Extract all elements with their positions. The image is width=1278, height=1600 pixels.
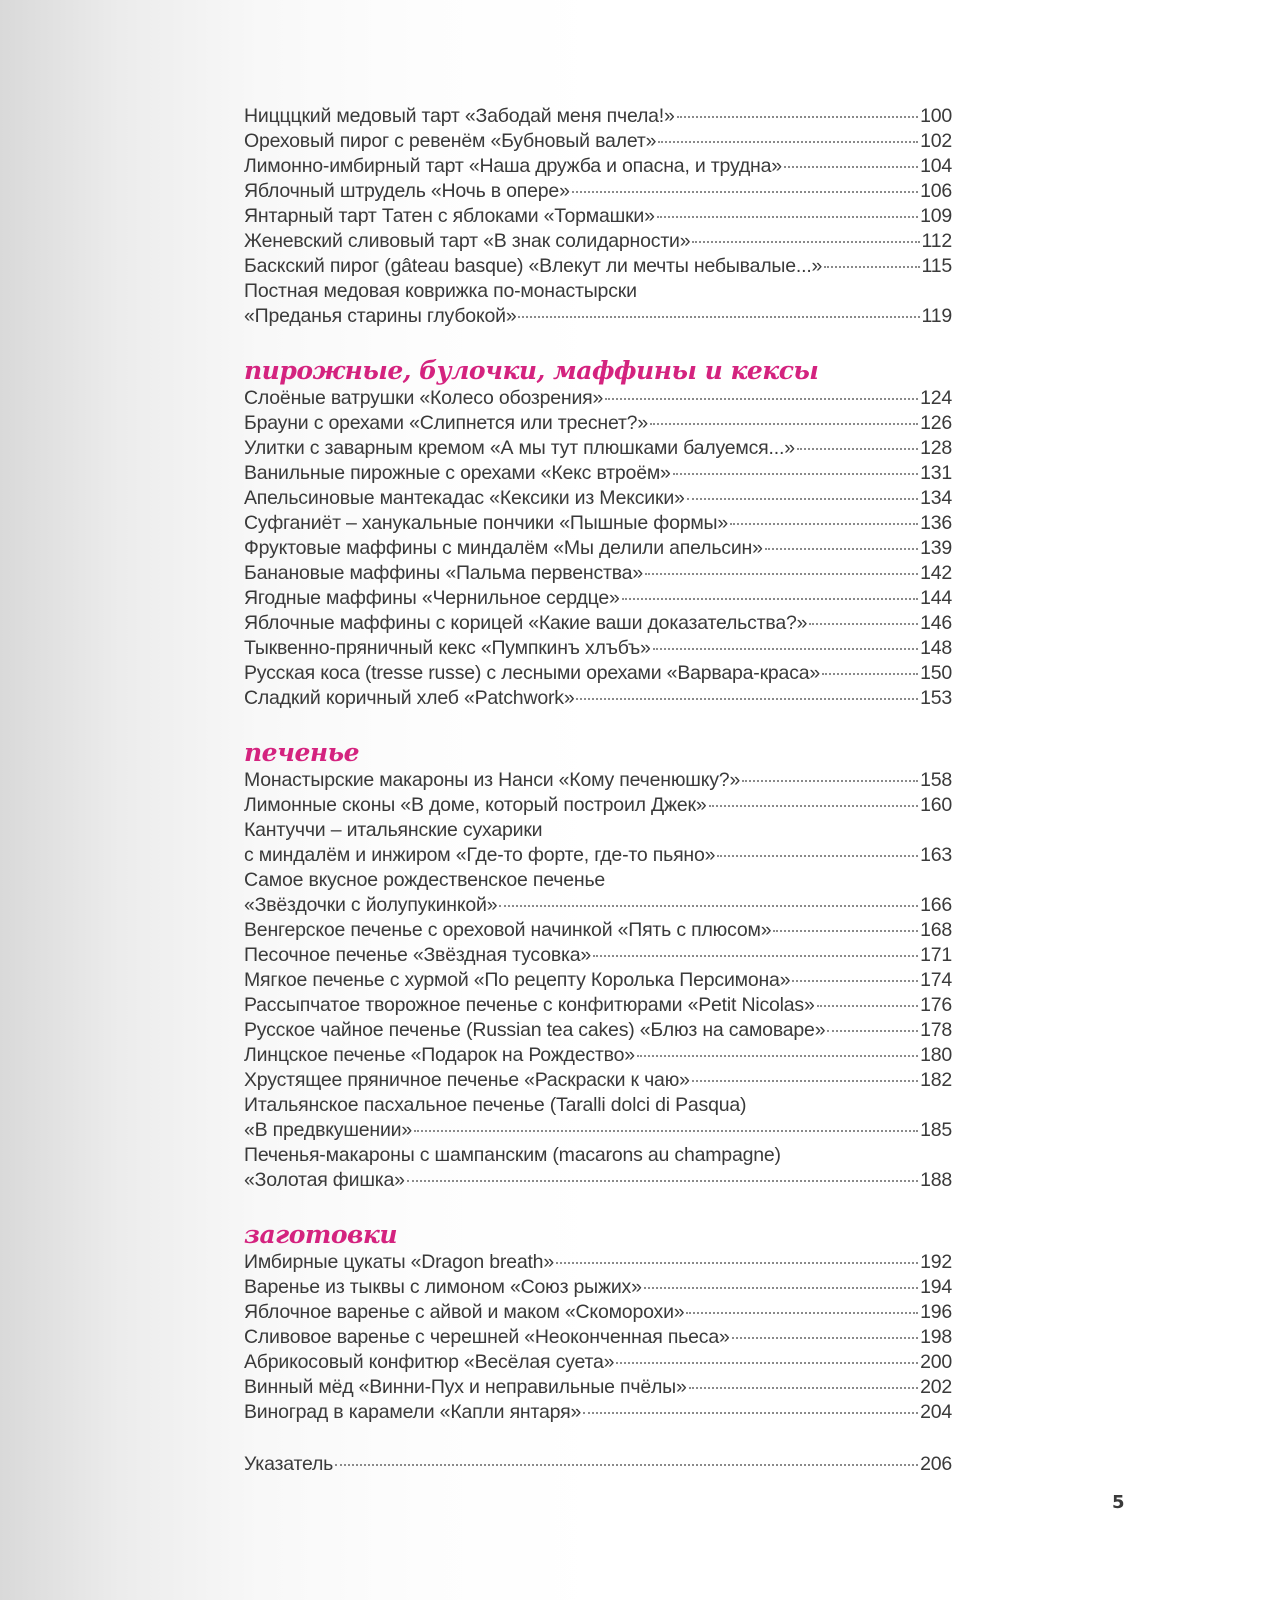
entry-line — [244, 686, 952, 711]
toc-entry — [244, 104, 952, 129]
entry-page-number: 202 — [920, 1376, 952, 1398]
dot-leader — [657, 216, 918, 218]
entry-page-number: 200 — [920, 1351, 952, 1373]
entry-page-number: 180 — [920, 1044, 952, 1066]
toc-entry — [244, 1300, 952, 1325]
entry-title: Линцское печенье «Подарок на Рождество» — [244, 1044, 635, 1066]
toc-entry — [244, 511, 952, 536]
entry-line — [244, 436, 952, 461]
toc-entry — [244, 561, 952, 586]
entry-title: Фруктовые маффины с миндалём «Мы делили апельсин» — [244, 537, 763, 559]
section-heading: печенье — [244, 738, 359, 767]
dot-leader — [583, 1412, 918, 1414]
entry-title: Янтарный тарт Татен с яблоками «Тормашки» — [244, 205, 655, 227]
entry-title: Хрустящее пряничное печенье «Раскраски к чаю» — [244, 1069, 690, 1091]
dot-leader — [692, 1080, 918, 1082]
entry-title: Женевский сливовый тарт «В знак солидарности» — [244, 230, 691, 252]
toc-entry — [244, 1325, 952, 1350]
entry-line — [244, 1325, 952, 1350]
entry-title: Лимонно-имбирный тарт «Наша дружба и опасна, и трудна» — [244, 155, 782, 177]
entry-title: Слоёные ватрушки «Колесо обозрения» — [244, 387, 604, 409]
dot-leader — [407, 1180, 918, 1182]
entry-page-number: 178 — [920, 1019, 952, 1041]
entry-line — [244, 636, 952, 661]
entry-page-number: 131 — [920, 462, 952, 484]
toc-entry — [244, 1350, 952, 1375]
entry-page-number: 144 — [920, 587, 952, 609]
dot-leader — [689, 1387, 918, 1389]
entry-page-number: 160 — [920, 794, 952, 816]
dot-leader — [616, 1362, 918, 1364]
dot-leader — [824, 266, 919, 268]
entry-line — [244, 254, 952, 279]
entry-line-continued — [244, 868, 952, 893]
entry-title: с миндалём и инжиром «Где-то форте, где-то пьяно» — [244, 844, 716, 866]
entry-title: Самое вкусное рождественское печенье — [244, 869, 606, 891]
entry-line — [244, 768, 952, 793]
toc-section — [244, 1452, 952, 1477]
toc-entry — [244, 436, 952, 461]
entry-title: Русское чайное печенье (Russian tea cakes) «Блюз на самоваре» — [244, 1019, 826, 1041]
toc-entry — [244, 611, 952, 636]
dot-leader — [658, 141, 918, 143]
toc-entry — [244, 1400, 952, 1425]
toc-entry — [244, 1093, 952, 1143]
entry-title: Ягодные маффины «Чернильное сердце» — [244, 587, 620, 609]
entry-page-number: 196 — [920, 1301, 952, 1323]
dot-leader — [645, 573, 918, 575]
dot-leader — [797, 448, 918, 450]
entry-title: Улитки с заварным кремом «А мы тут плюшками балуемся...» — [244, 437, 795, 459]
dot-leader — [709, 805, 919, 807]
toc-entry — [244, 279, 952, 329]
dot-leader — [605, 398, 918, 400]
dot-leader — [717, 855, 918, 857]
dot-leader — [773, 930, 918, 932]
toc-entry — [244, 154, 952, 179]
entry-line — [244, 843, 952, 868]
toc-entry — [244, 1068, 952, 1093]
entry-title: Банановые маффины «Пальма первенства» — [244, 562, 643, 584]
entry-line — [244, 229, 952, 254]
dot-leader — [687, 498, 918, 500]
entry-line — [244, 611, 952, 636]
dot-leader — [742, 780, 918, 782]
toc-entry — [244, 968, 952, 993]
entry-page-number: 192 — [920, 1251, 952, 1273]
entry-page-number: 126 — [920, 412, 952, 434]
entry-line — [244, 1118, 952, 1143]
toc-entry — [244, 386, 952, 411]
entry-title: Венгерское печенье с ореховой начинкой «Пять с плюсом» — [244, 919, 772, 941]
toc-entry — [244, 636, 952, 661]
entry-title: «В предвкушении» — [244, 1119, 413, 1141]
entry-title: Постная медовая коврижка по-монастырски — [244, 280, 637, 302]
dot-leader — [653, 648, 918, 650]
entry-title: Песочное печенье «Звёздная тусовка» — [244, 944, 592, 966]
entry-title: Ванильные пирожные с орехами «Кекс втроём» — [244, 462, 671, 484]
toc-entry — [244, 1143, 952, 1193]
entry-line — [244, 1350, 952, 1375]
toc-entry — [244, 993, 952, 1018]
toc-entry — [244, 461, 952, 486]
entry-line — [244, 1275, 952, 1300]
toc-entry — [244, 918, 952, 943]
entry-page-number: 136 — [920, 512, 952, 534]
entry-title: Брауни с орехами «Слипнется или треснет?» — [244, 412, 648, 434]
entry-line — [244, 586, 952, 611]
entry-page-number: 148 — [920, 637, 952, 659]
entry-title: Сливовое варенье с черешней «Неоконченная пьеса» — [244, 1326, 730, 1348]
dot-leader — [518, 316, 919, 318]
entry-line — [244, 1300, 952, 1325]
entry-line — [244, 486, 952, 511]
entry-title: Итальянское пасхальное печенье (Taralli dolci di Pasqua) — [244, 1094, 747, 1116]
entry-line — [244, 661, 952, 686]
toc-entry — [244, 1275, 952, 1300]
entry-page-number: 115 — [921, 255, 952, 277]
entry-title: Абрикосовый конфитюр «Весёлая суета» — [244, 1351, 615, 1373]
toc-section — [244, 356, 952, 711]
toc-entry — [244, 1452, 952, 1477]
entry-page-number: 124 — [920, 387, 952, 409]
dot-leader — [822, 673, 918, 675]
entry-title: Указатель — [244, 1453, 334, 1475]
toc-entry — [244, 586, 952, 611]
toc-entry — [244, 868, 952, 918]
dot-leader — [784, 166, 918, 168]
entry-page-number: 198 — [920, 1326, 952, 1348]
entry-line — [244, 511, 952, 536]
entry-line-continued — [244, 1093, 952, 1118]
dot-leader — [593, 955, 918, 957]
entry-title: Тыквенно-пряничный кекс «Пумпкинъ хлъбъ» — [244, 637, 651, 659]
toc-entry — [244, 1018, 952, 1043]
entry-page-number: 174 — [920, 969, 952, 991]
entry-line — [244, 304, 952, 329]
section-heading: заготовки — [244, 1220, 398, 1249]
entry-page-number: 134 — [920, 487, 952, 509]
entry-title: Лимонные сконы «В доме, который построил Джек» — [244, 794, 707, 816]
entry-page-number: 168 — [920, 919, 952, 941]
entry-page-number: 206 — [920, 1453, 952, 1475]
entry-title: «Преданья старины глубокой» — [244, 305, 517, 327]
entry-page-number: 139 — [920, 537, 952, 559]
entry-line — [244, 1452, 952, 1477]
entry-title: «Золотая фишка» — [244, 1169, 405, 1191]
entry-title: Яблочное варенье с айвой и маком «Скоморохи» — [244, 1301, 685, 1323]
entry-line — [244, 968, 952, 993]
entry-line-continued — [244, 279, 952, 304]
entry-page-number: 153 — [920, 687, 952, 709]
dot-leader — [673, 473, 918, 475]
entry-line — [244, 204, 952, 229]
entry-title: «Звёздочки с йолупукинкой» — [244, 894, 498, 916]
entry-title: Имбирные цукаты «Dragon breath» — [244, 1251, 554, 1273]
entry-title: Ницццкий медовый тарт «Забодай меня пчела!» — [244, 105, 675, 127]
entry-title: Ореховый пирог с ревенём «Бубновый валет» — [244, 130, 657, 152]
dot-leader — [817, 1005, 918, 1007]
dot-leader — [730, 523, 918, 525]
entry-title: Варенье из тыквы с лимоном «Союз рыжих» — [244, 1276, 642, 1298]
entry-title: Рассыпчатое творожное печенье с конфитюрами «Petit Nicolas» — [244, 994, 815, 1016]
entry-line-continued — [244, 818, 952, 843]
entry-page-number: 109 — [920, 205, 952, 227]
dot-leader — [644, 1287, 918, 1289]
dot-leader — [637, 1055, 918, 1057]
entry-line — [244, 104, 952, 129]
dot-leader — [414, 1130, 918, 1132]
toc-entry — [244, 204, 952, 229]
entry-page-number: 104 — [920, 155, 952, 177]
dot-leader — [732, 1337, 918, 1339]
entry-line — [244, 1250, 952, 1275]
entry-line — [244, 461, 952, 486]
toc-entry — [244, 818, 952, 868]
entry-line — [244, 943, 952, 968]
entry-title: Яблочный штрудель «Ночь в опере» — [244, 180, 570, 202]
entry-title: Яблочные маффины с корицей «Какие ваши доказательства?» — [244, 612, 808, 634]
toc-entry — [244, 179, 952, 204]
toc-entry — [244, 686, 952, 711]
entry-page-number: 100 — [920, 105, 952, 127]
dot-leader — [677, 116, 918, 118]
page-number: 5 — [1112, 1492, 1125, 1513]
dot-leader — [692, 241, 919, 243]
entry-line — [244, 1043, 952, 1068]
entry-line — [244, 411, 952, 436]
dot-leader — [576, 698, 918, 700]
entry-line — [244, 129, 952, 154]
entry-page-number: 106 — [920, 180, 952, 202]
table-of-contents — [244, 104, 952, 1477]
entry-page-number: 146 — [920, 612, 952, 634]
toc-section — [244, 738, 952, 1193]
entry-line-continued — [244, 1143, 952, 1168]
dot-leader — [650, 423, 918, 425]
entry-page-number: 182 — [920, 1069, 952, 1091]
toc-entry — [244, 793, 952, 818]
entry-title: Кантуччи – итальянские сухарики — [244, 819, 543, 841]
toc-entry — [244, 254, 952, 279]
toc-section — [244, 104, 952, 329]
entry-title: Виноград в карамели «Капли янтаря» — [244, 1401, 582, 1423]
entry-page-number: 158 — [920, 769, 952, 791]
entry-title: Суфганиёт – ханукальные пончики «Пышные формы» — [244, 512, 729, 534]
entry-line — [244, 1018, 952, 1043]
dot-leader — [809, 623, 918, 625]
entry-line — [244, 1168, 952, 1193]
entry-page-number: 102 — [920, 130, 952, 152]
entry-title: Мягкое печенье с хурмой «По рецепту Королька Персимона» — [244, 969, 791, 991]
toc-entry — [244, 768, 952, 793]
entry-page-number: 166 — [920, 894, 952, 916]
entry-page-number: 163 — [920, 844, 952, 866]
entry-line — [244, 893, 952, 918]
entry-page-number: 185 — [920, 1119, 952, 1141]
toc-section — [244, 1220, 952, 1425]
toc-entry — [244, 1043, 952, 1068]
dot-leader — [622, 598, 918, 600]
entry-page-number: 194 — [920, 1276, 952, 1298]
entry-page-number: 128 — [920, 437, 952, 459]
entry-line — [244, 179, 952, 204]
toc-entry — [244, 661, 952, 686]
entry-line — [244, 918, 952, 943]
toc-entry — [244, 411, 952, 436]
toc-entry — [244, 1250, 952, 1275]
entry-line — [244, 1068, 952, 1093]
dot-leader — [686, 1312, 918, 1314]
entry-page-number: 188 — [920, 1169, 952, 1191]
dot-leader — [827, 1030, 918, 1032]
dot-leader — [572, 191, 918, 193]
toc-entry — [244, 536, 952, 561]
section-heading: пирожные, булочки, маффины и кексы — [244, 356, 819, 385]
dot-leader — [792, 980, 918, 982]
toc-entry — [244, 943, 952, 968]
entry-page-number: 142 — [920, 562, 952, 584]
entry-line — [244, 536, 952, 561]
entry-line — [244, 793, 952, 818]
entry-title: Баскский пирог (gâteau basque) «Влекут ли мечты небывалые...» — [244, 255, 823, 277]
toc-entry — [244, 486, 952, 511]
entry-title: Монастырские макароны из Нанси «Кому печенюшку?» — [244, 769, 741, 791]
entry-title: Винный мёд «Винни-Пух и неправильные пчёлы» — [244, 1376, 687, 1398]
toc-entry — [244, 1375, 952, 1400]
entry-line — [244, 386, 952, 411]
entry-line — [244, 154, 952, 179]
toc-entry — [244, 229, 952, 254]
entry-page-number: 150 — [920, 662, 952, 684]
dot-leader — [335, 1464, 918, 1466]
entry-title: Русская коса (tresse russe) с лесными орехами «Варвара-краса» — [244, 662, 821, 684]
entry-title: Апельсиновые мантекадас «Кексики из Мексики» — [244, 487, 685, 509]
toc-entry — [244, 129, 952, 154]
entry-page-number: 204 — [920, 1401, 952, 1423]
entry-title: Сладкий коричный хлеб «Patchwork» — [244, 687, 575, 709]
entry-line — [244, 993, 952, 1018]
entry-page-number: 112 — [921, 230, 952, 252]
entry-page-number: 176 — [920, 994, 952, 1016]
entry-line — [244, 1400, 952, 1425]
entry-page-number: 171 — [920, 944, 952, 966]
dot-leader — [556, 1262, 918, 1264]
entry-page-number: 119 — [921, 305, 952, 327]
dot-leader — [765, 548, 918, 550]
dot-leader — [499, 905, 918, 907]
entry-line — [244, 561, 952, 586]
entry-title: Печенья-макароны с шампанским (macarons au champagne) — [244, 1144, 781, 1166]
entry-line — [244, 1375, 952, 1400]
